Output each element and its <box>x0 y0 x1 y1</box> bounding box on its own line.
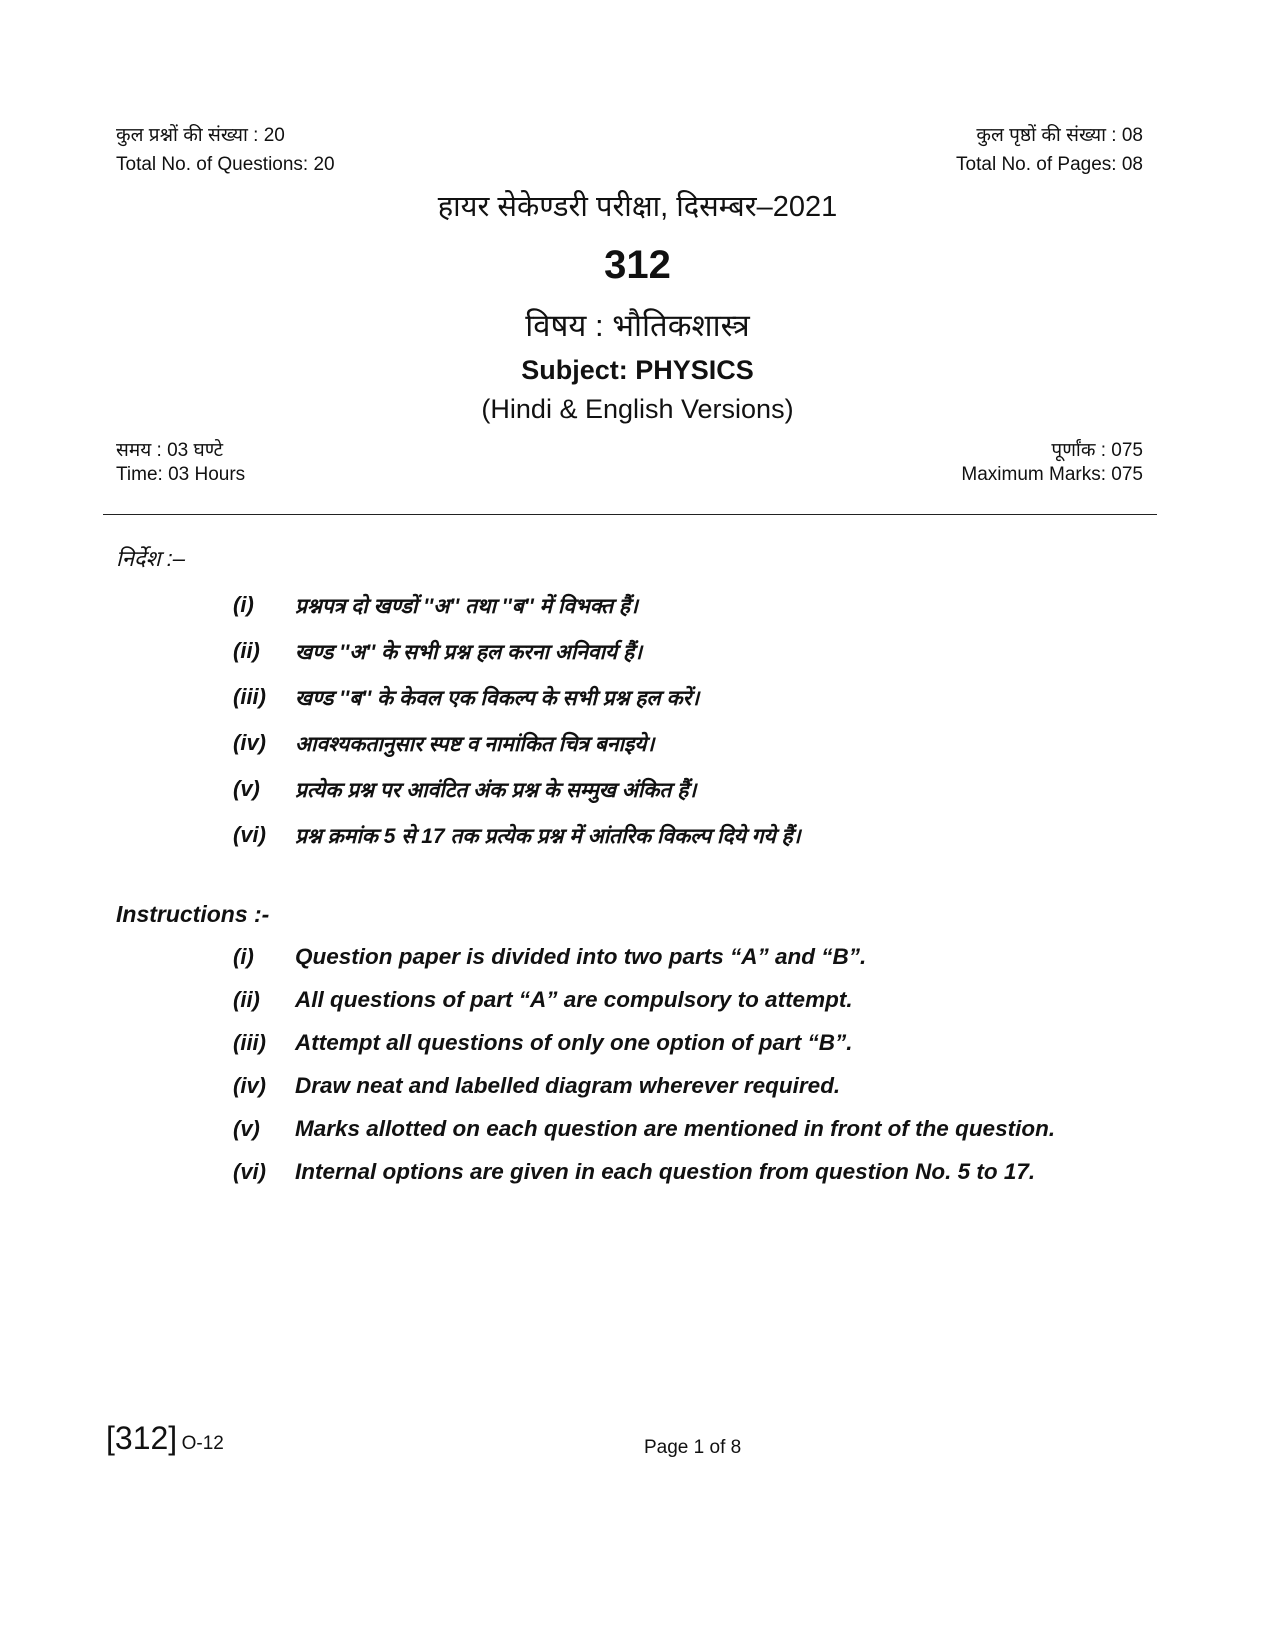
questions-count-hindi: कुल प्रश्नों की संख्या : 20 <box>116 125 285 146</box>
versions-note: (Hindi & English Versions) <box>481 394 794 424</box>
page-number: Page 1 of 8 <box>644 1437 742 1458</box>
exam-title: हायर सेकेण्डरी परीक्षा, दिसम्बर–2021 <box>437 191 838 223</box>
header-divider <box>103 514 1157 515</box>
footer-sub-code: O-12 <box>181 1433 224 1454</box>
pages-count-english: Total No. of Pages: 08 <box>956 154 1143 175</box>
subject-hindi: विषय : भौतिकशास्त्र <box>525 308 750 343</box>
marks-english: Maximum Marks: 075 <box>961 464 1143 485</box>
time-english: Time: 03 Hours <box>116 464 246 485</box>
instructions-heading-english: Instructions :- <box>116 901 270 927</box>
time-hindi: समय : 03 घण्टे <box>116 440 224 461</box>
instructions-heading-hindi: निर्देश :– <box>116 546 186 571</box>
footer-code-block <box>106 1420 224 1457</box>
questions-count-english: Total No. of Questions: 20 <box>116 154 335 175</box>
subject-english: Subject: PHYSICS <box>521 355 754 385</box>
footer-paper-code: [312] <box>106 1420 178 1456</box>
marks-hindi: पूर्णांक : 075 <box>1051 440 1143 461</box>
paper-code: 312 <box>604 243 671 287</box>
pages-count-hindi: कुल पृष्ठों की संख्या : 08 <box>976 125 1143 146</box>
